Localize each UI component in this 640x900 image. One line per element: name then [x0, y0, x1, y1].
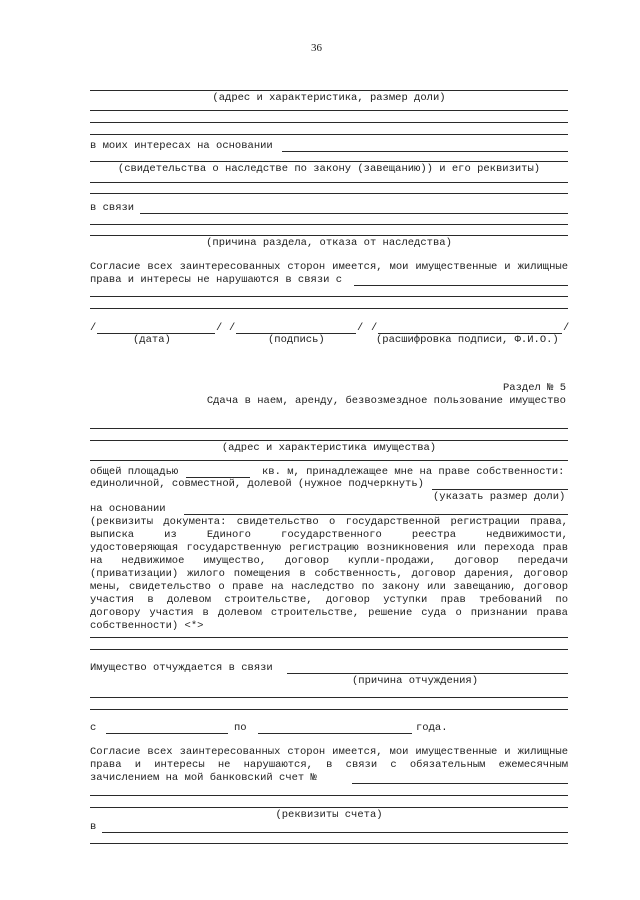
- ownership-options: единоличной, совместной, долевой (нужное подчеркнуть): [90, 478, 424, 490]
- blank-line[interactable]: [90, 637, 568, 638]
- blank-line[interactable]: [90, 795, 568, 796]
- consent-line-2: права и интересы не нарушаются в связи с: [90, 274, 343, 286]
- blank-line[interactable]: [90, 649, 568, 650]
- consent2-line-1: Согласие всех заинтересованных сторон имеется, мои имущественные и жилищные: [90, 746, 568, 758]
- blank-line[interactable]: [90, 843, 568, 844]
- property-line[interactable]: [90, 440, 568, 441]
- slash: /: [216, 322, 223, 334]
- blank-line[interactable]: [90, 224, 568, 225]
- area-unit: кв. м, принадлежащее мне на праве собственности:: [262, 466, 565, 478]
- consent2-line-3: зачислением на мой банковский счет №: [90, 772, 317, 784]
- blank-line[interactable]: [90, 460, 568, 461]
- blank-line[interactable]: [90, 193, 568, 194]
- caption-account: (реквизиты счета): [275, 809, 383, 821]
- period-to-field[interactable]: [258, 733, 412, 734]
- page-number: 36: [311, 42, 322, 54]
- blank-line[interactable]: [90, 182, 568, 183]
- account-details-field[interactable]: [90, 807, 568, 808]
- doc-line: мены, свидетельство о праве на наследство по закону или завещанию, договор: [90, 581, 568, 593]
- section-heading: Раздел № 5: [502, 382, 566, 394]
- slash: /: [229, 322, 236, 334]
- consent-line-1: Согласие всех заинтересованных сторон имеется, мои имущественные и жилищные: [90, 261, 568, 273]
- blank-line[interactable]: [90, 134, 568, 135]
- blank-line[interactable]: [90, 235, 568, 236]
- doc-line: выписка из Единого государственного реестра недвижимости,: [90, 529, 568, 541]
- on-basis-label: на основании: [90, 503, 166, 515]
- blank-line[interactable]: [90, 296, 568, 297]
- caption-name-decode: (расшифровка подписи, Ф.И.О.): [376, 334, 559, 346]
- caption-signature: (подпись): [268, 334, 325, 346]
- alienated-label: Имущество отчуждается в связи: [90, 662, 273, 674]
- basis-field[interactable]: [184, 514, 568, 515]
- period-from-field[interactable]: [106, 733, 228, 734]
- caption-property: (адрес и характеристика имущества): [221, 442, 437, 454]
- blank-line[interactable]: [90, 161, 568, 162]
- blank-line[interactable]: [90, 709, 568, 710]
- account-number-field[interactable]: [352, 783, 568, 784]
- consent-line-blank[interactable]: [354, 285, 568, 286]
- period-to-label: по: [234, 722, 247, 734]
- slash: /: [371, 322, 378, 334]
- caption-reason: (причина раздела, отказа от наследства): [206, 237, 452, 249]
- in-interests-label: в моих интересах на основании: [90, 140, 273, 152]
- doc-line: удостоверяющая государственную регистрацию возникновения или перехода прав: [90, 542, 568, 554]
- caption-share: (указать размер доли): [433, 491, 566, 503]
- basis-line[interactable]: [282, 151, 568, 152]
- share-field[interactable]: [432, 489, 568, 490]
- doc-line: участия в долевом строительстве, договор уступки прав требований по: [90, 594, 568, 606]
- doc-line: договору участия в долевом строительстве, решение суда о признании права: [90, 607, 568, 619]
- area-label: общей площадью: [90, 466, 179, 478]
- slash: /: [90, 322, 97, 334]
- blank-line[interactable]: [90, 697, 568, 698]
- bank-field[interactable]: [102, 832, 568, 833]
- slash: /: [357, 322, 364, 334]
- doc-line: (реквизиты документа: свидетельство о государственной регистрации права,: [90, 516, 568, 528]
- reason-line[interactable]: [140, 213, 568, 214]
- blank-line[interactable]: [90, 110, 568, 111]
- in-connection-label: в связи: [90, 202, 135, 214]
- consent2-line-2: права и интересы не нарушаются, в связи с обязательным ежемесячным: [90, 759, 568, 771]
- doc-line: (приватизации) жилого помещения в собственность, договор дарения, договор: [90, 568, 568, 580]
- section-subheading: Сдача в наем, аренду, безвозмездное пользование имущество: [206, 395, 566, 407]
- period-from-label: с: [90, 722, 97, 734]
- caption-date: (дата): [133, 334, 171, 346]
- address-line[interactable]: [90, 90, 568, 91]
- doc-line: на недвижимое имущество, договор купли-продажи, договор передачи: [90, 555, 568, 567]
- blank-line[interactable]: [90, 308, 568, 309]
- slash: /: [563, 322, 570, 334]
- blank-line[interactable]: [90, 122, 568, 123]
- caption-alienation: (причина отчуждения): [352, 675, 479, 687]
- in-label: в: [90, 821, 97, 833]
- year-label: года.: [416, 722, 448, 734]
- caption-certificate: (свидетельства о наследстве по закону (завещанию)) и его реквизиты): [117, 163, 541, 175]
- caption-address: (адрес и характеристика, размер доли): [212, 92, 446, 104]
- blank-line[interactable]: [90, 428, 568, 429]
- alienation-field[interactable]: [287, 673, 568, 674]
- doc-line-last: собственности) <*>: [90, 620, 204, 632]
